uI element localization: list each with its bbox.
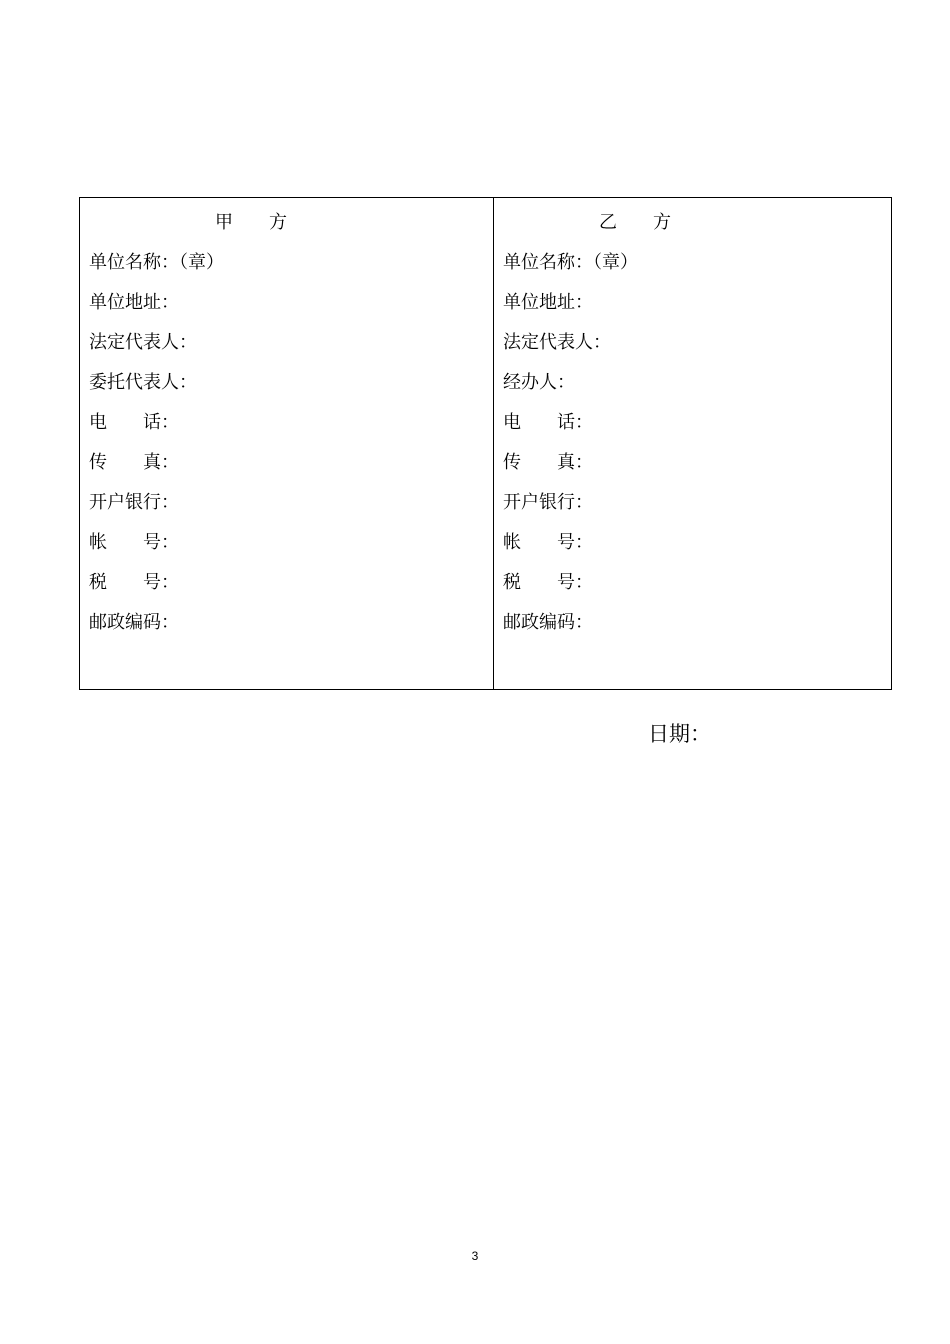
party-a-company-name: 单位名称：（章） xyxy=(89,252,224,273)
date-label: 日期： xyxy=(648,722,711,746)
party-a-phone: 电 话： xyxy=(89,412,179,433)
party-b-postal-code: 邮政编码： xyxy=(503,612,593,633)
party-b-company-name: 单位名称：（章） xyxy=(503,252,638,273)
party-b-phone: 电 话： xyxy=(503,412,593,433)
party-a-title xyxy=(215,210,287,236)
party-b-fax: 传 真： xyxy=(503,452,593,473)
party-a-fax: 传 真： xyxy=(89,452,179,473)
party-b-title-left: 乙 xyxy=(599,212,617,233)
party-a-company-address: 单位地址： xyxy=(89,292,179,313)
party-a-column xyxy=(80,198,494,689)
signature-table xyxy=(79,197,892,690)
party-b-agent: 经办人： xyxy=(503,372,575,393)
party-b-account: 帐 号： xyxy=(503,532,593,553)
party-a-postal-code: 邮政编码： xyxy=(89,612,179,633)
party-b-company-address: 单位地址： xyxy=(503,292,593,313)
party-a-bank: 开户银行： xyxy=(89,492,179,513)
party-b-title-right: 方 xyxy=(653,212,671,233)
party-b-legal-representative: 法定代表人： xyxy=(503,332,611,353)
page-number: 3 xyxy=(471,1249,479,1263)
party-a-account: 帐 号： xyxy=(89,532,179,553)
party-a-title-left: 甲 xyxy=(215,212,233,233)
party-b-column xyxy=(494,198,891,689)
party-a-legal-representative: 法定代表人： xyxy=(89,332,197,353)
party-a-tax-number: 税 号： xyxy=(89,572,179,593)
party-b-title xyxy=(599,210,671,236)
party-b-bank: 开户银行： xyxy=(503,492,593,513)
party-a-title-right: 方 xyxy=(269,212,287,233)
party-a-authorized-representative: 委托代表人： xyxy=(89,372,197,393)
party-b-tax-number: 税 号： xyxy=(503,572,593,593)
